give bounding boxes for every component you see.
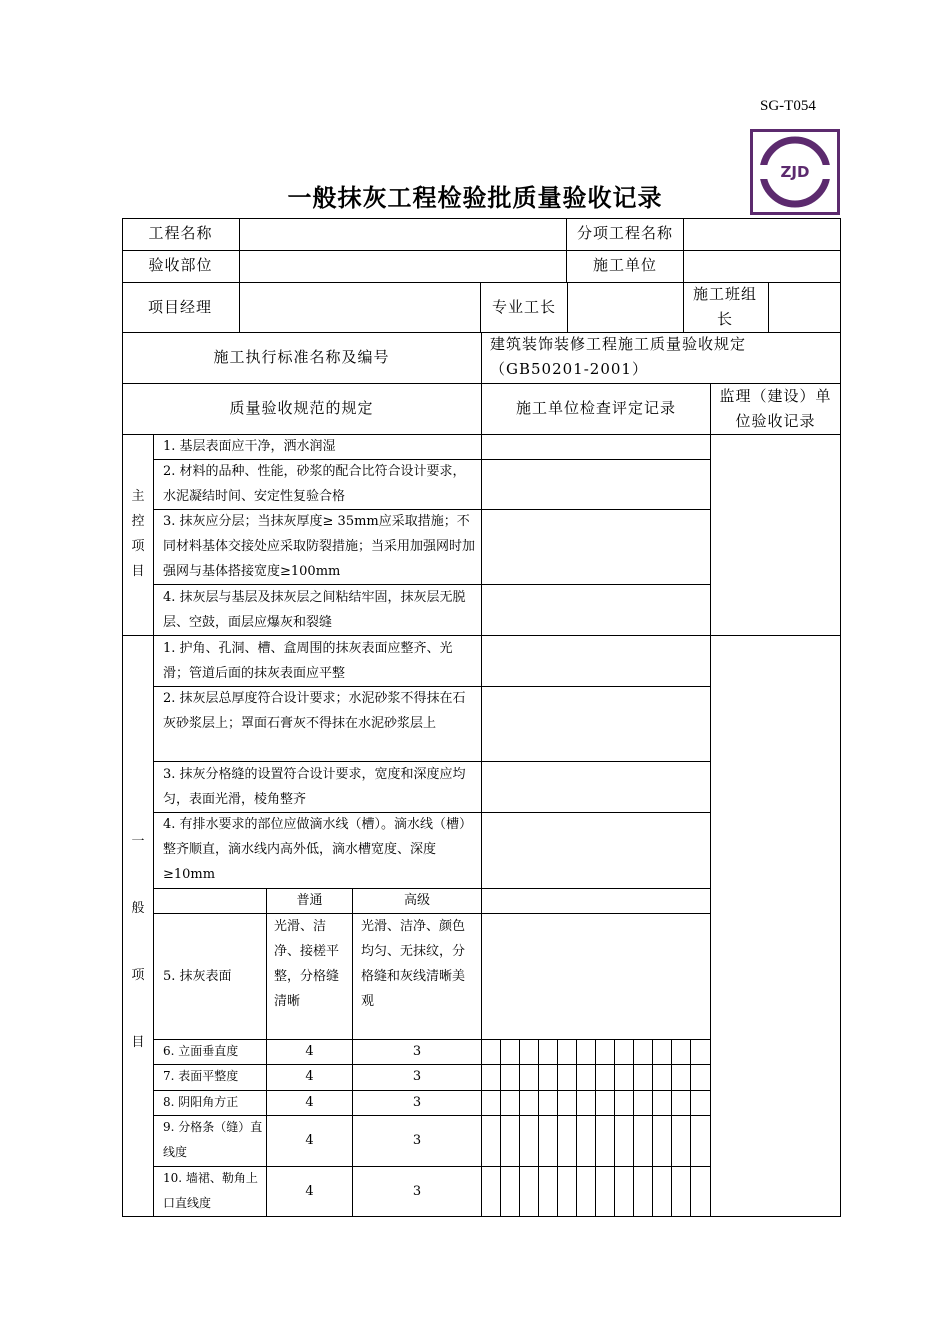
surface-label: 5. 抹灰表面 (163, 969, 232, 984)
form-code: SG-T054 (760, 98, 816, 114)
grade-normal-header: 普通 (296, 893, 323, 908)
tolerance-normal: 4 (305, 1133, 314, 1148)
main-item-1: 1. 基层表面应干净，洒水润湿 (163, 439, 336, 454)
tolerance-label: 9. 分格条（缝）直线度 (163, 1120, 263, 1159)
main-item-3: 3. 抹灰应分层；当抹灰厚度≥ 35mm应采取措施；不同材料基体交接处应采取防裂措施；当采用加强网时加强网与基体搭接宽度≥100mm (163, 514, 476, 579)
sub-project-label: 分项工程名称 (576, 224, 673, 242)
general-item-2: 2. 抹灰层总厚度符合设计要求；水泥砂浆不得抹在石灰砂浆层上；罩面石膏灰不得抹在水泥砂浆层上 (163, 691, 466, 731)
document-title: 一般抹灰工程检验批质量验收记录 (287, 184, 663, 212)
standard-value: 建筑装饰装修工程施工质量验收规定（GB50201-2001） (490, 335, 747, 378)
tolerance-label: 6. 立面垂直度 (163, 1044, 239, 1058)
col-supervision-header: 监理（建设）单位验收记录 (719, 387, 832, 430)
general-item-1: 1. 护角、孔洞、槽、盒周围的抹灰表面应整齐、光滑；管道后面的抹灰表面应平整 (163, 641, 453, 681)
inspection-part-label: 验收部位 (148, 256, 213, 274)
main-items-label: 主控项目 (131, 489, 145, 579)
foreman-label: 专业工长 (491, 298, 556, 316)
tolerance-high: 3 (412, 1184, 422, 1199)
grade-high-header: 高级 (403, 893, 430, 908)
team-leader-label: 施工班组长 (692, 285, 757, 328)
tolerance-normal: 4 (305, 1184, 314, 1199)
general-items-label: 一般项目 (131, 834, 145, 1050)
logo-text: ZJD (780, 163, 810, 181)
main-item-4: 4. 抹灰层与基层及抹灰层之间粘结牢固，抹灰层无脱层、空鼓，面层应爆灰和裂缝 (163, 590, 466, 630)
tolerance-normal: 4 (305, 1044, 314, 1059)
tolerance-high: 3 (412, 1095, 422, 1110)
col-check-header: 施工单位检查评定记录 (515, 399, 676, 417)
tolerance-label: 8. 阴阳角方正 (163, 1095, 239, 1109)
standard-label: 施工执行标准名称及编号 (213, 348, 390, 366)
construction-unit-label: 施工单位 (592, 256, 657, 274)
inspection-form-table (122, 218, 841, 1217)
tolerance-high: 3 (412, 1044, 422, 1059)
main-item-2: 2. 材料的品种、性能，砂浆的配合比符合设计要求，水泥凝结时间、安定性复验合格 (163, 464, 466, 504)
tolerance-label: 10. 墙裙、勒角上口直线度 (163, 1171, 258, 1210)
tolerance-normal: 4 (305, 1095, 314, 1110)
surface-high: 光滑、洁净、颜色均匀、无抹纹，分格缝和灰线清晰美观 (361, 919, 466, 1009)
tolerance-normal: 4 (305, 1069, 314, 1084)
tolerance-high: 3 (412, 1069, 422, 1084)
col-rules-header: 质量验收规范的规定 (229, 399, 374, 417)
tolerance-high: 3 (412, 1133, 422, 1148)
general-item-3: 3. 抹灰分格缝的设置符合设计要求，宽度和深度应均匀，表面光滑，棱角整齐 (163, 767, 466, 807)
surface-normal: 光滑、洁净、接槎平整，分格缝清晰 (274, 919, 340, 1009)
project-manager-label: 项目经理 (148, 298, 213, 316)
general-item-4: 4. 有排水要求的部位应做滴水线（槽）。滴水线（槽）整齐顺直，滴水线内高外低，滴水槽宽度、深度≥10mm (163, 817, 473, 882)
tolerance-label: 7. 表面平整度 (163, 1069, 239, 1083)
project-name-label: 工程名称 (148, 224, 213, 242)
